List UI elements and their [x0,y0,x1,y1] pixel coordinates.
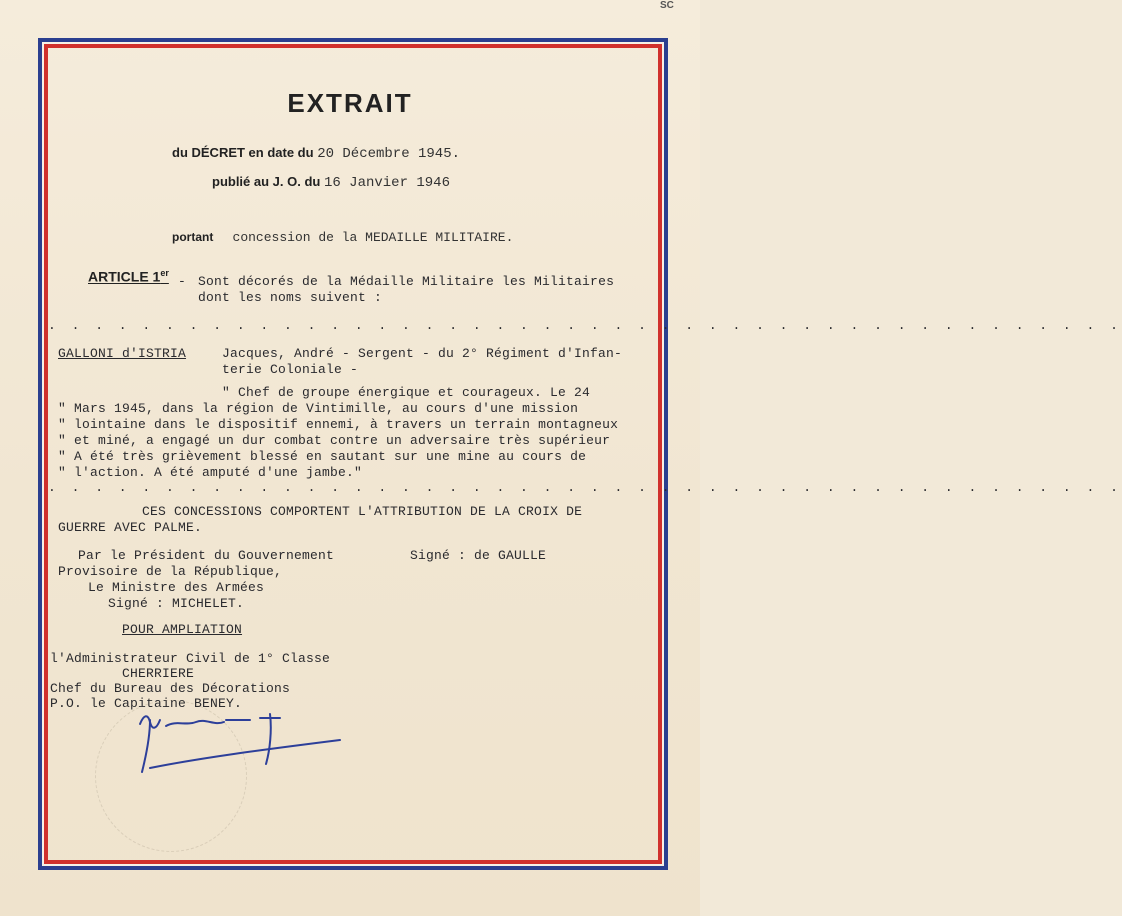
document-title: EXTRAIT [287,88,413,118]
recipient-name: GALLONI d'ISTRIA [58,346,187,361]
admin-line-2: CHERRIERE [122,666,195,681]
citation-line-2: " Mars 1945, dans la région de Vintimille, au cours d'une mission [58,401,579,416]
jo-line [212,174,450,191]
citation-line-3: " lointaine dans le dispositif ennemi, à travers un terrain montagneux [58,417,619,432]
citation-line-4: " et miné, a engagé un dur combat contre un adversaire très supérieur [58,433,611,448]
admin-line-4: P.O. le Capitaine BENEY. [50,696,243,711]
recipient-line-1: Jacques, André - Sergent - du 2° Régiment d'Infan- [222,346,623,361]
article-line-1: Sont décorés de la Médaille Militaire les Militaires [198,274,615,289]
decree-prefix: du DÉCRET en date du [172,145,314,160]
dotted-separator-1: . . . . . . . . . . . . . . . . . . . . . . . . . . . . . . . . . . . . . . . . . . . . . . [48,318,1122,333]
article-dash: - [178,274,187,289]
article-line-2: dont les noms suivent : [198,290,383,305]
citation-line-6: " l'action. A été amputé d'une jambe." [58,465,363,480]
concessions-line-1: CES CONCESSIONS COMPORTENT L'ATTRIBUTION DE LA CROIX DE [142,504,583,519]
citation-line-5: " A été très grièvement blessé en sautant sur une mine au cours de [58,449,587,464]
pour-ampliation: POUR AMPLIATION [122,622,243,637]
decree-line [172,145,460,162]
article-sup: er [160,268,169,278]
jo-date: 16 Janvier 1946 [323,175,450,191]
citation-line-1: " Chef de groupe énergique et courageux. Le 24 [222,385,591,400]
admin-line-1: l'Administrateur Civil de 1° Classe [50,651,331,666]
article-label [88,268,169,285]
article-label-text: ARTICLE 1 [88,268,161,285]
portant-text: concession de la MEDAILLE MILITAIRE. [232,230,514,245]
portant-label: portant [172,230,214,244]
president-line-2: Provisoire de la République, [58,564,283,579]
handwritten-signature [130,706,350,786]
president-line-3: Le Ministre des Armées [88,580,265,595]
decree-date: 20 Décembre 1945. [317,146,461,162]
president-line-1: Par le Président du Gouvernement [78,548,335,563]
portant-line [172,228,513,246]
president-line-4: Signé : MICHELET. [108,596,245,611]
jo-prefix: publié au J. O. du [212,174,321,189]
signe-gaulle: Signé : de GAULLE [410,548,547,563]
dotted-separator-2: . . . . . . . . . . . . . . . . . . . . . . . . . . . . . . . . . . . . . . . . . . . . . . [48,480,1122,495]
recipient-line-2: terie Coloniale - [222,362,359,377]
concessions-line-2: GUERRE AVEC PALME. [58,520,203,535]
admin-line-3: Chef du Bureau des Décorations [50,681,291,696]
corner-mark: SC [660,0,674,11]
